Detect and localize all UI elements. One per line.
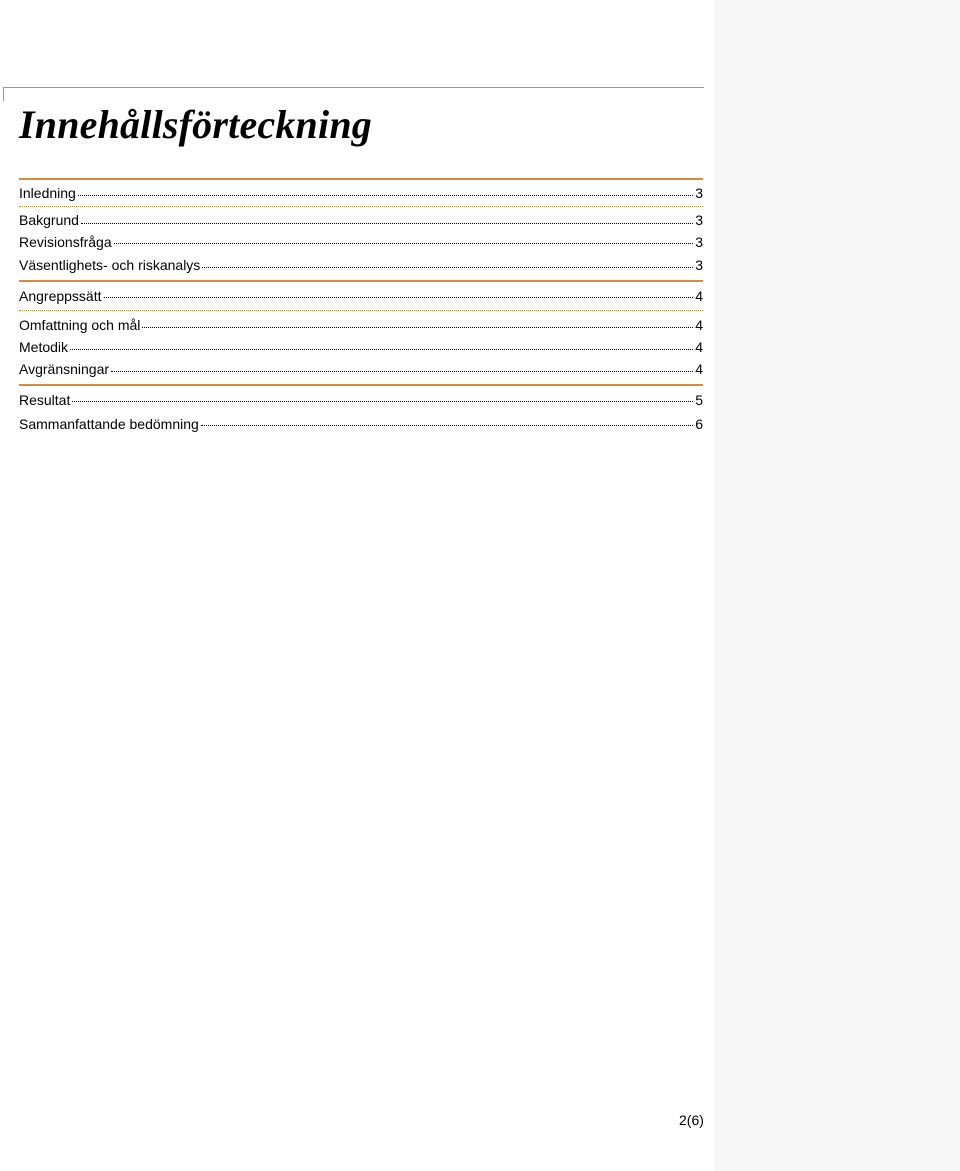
toc-entry-label: Angreppssätt: [19, 288, 102, 304]
toc-entry-page: 4: [695, 317, 703, 333]
toc-entry-page: 6: [695, 416, 703, 432]
toc-leader-dots: [70, 335, 693, 350]
toc-leader-dots: [104, 283, 694, 298]
toc-leader-dots: [78, 181, 693, 196]
toc-entry-metodik[interactable]: [19, 336, 703, 358]
toc-entry-page: 3: [695, 257, 703, 273]
toc-entry-omfattning[interactable]: [19, 314, 703, 336]
toc-entry-label: Avgränsningar: [19, 361, 110, 377]
toc-entry-page: 4: [695, 361, 703, 377]
toc-entry-resultat[interactable]: [19, 388, 703, 412]
toc-entry-label: Omfattning och mål: [19, 317, 141, 333]
toc-leader-dots: [81, 209, 693, 224]
toc-leader-dots: [72, 387, 693, 402]
toc-entry-sammanfattande[interactable]: [19, 412, 703, 436]
toc-entry-label: Inledning: [19, 185, 76, 201]
toc-leader-dots: [201, 411, 693, 426]
page-number: 2(6): [679, 1112, 704, 1128]
toc-entry-avgransningar[interactable]: [19, 358, 703, 380]
toc-entry-label: Sammanfattande bedömning: [19, 416, 199, 432]
toc-separator: [19, 206, 703, 207]
toc-entry-label: Revisionsfråga: [19, 234, 112, 250]
toc-entry-label: Väsentlighets- och riskanalys: [19, 257, 201, 273]
side-margin: [714, 0, 960, 1171]
toc-entry-label: Bakgrund: [19, 212, 79, 228]
toc-entry-label: Resultat: [19, 392, 71, 408]
toc-entry-page: 4: [695, 339, 703, 355]
toc-entry-label: Metodik: [19, 339, 69, 355]
toc-leader-dots: [142, 313, 693, 328]
toc-separator: [19, 280, 703, 282]
toc-leader-dots: [114, 229, 694, 244]
toc-entry-page: 3: [695, 185, 703, 201]
toc-entry-page: 4: [695, 288, 703, 304]
toc-leader-dots: [111, 357, 693, 372]
toc-separator: [19, 310, 703, 311]
toc-entry-inledning[interactable]: [19, 182, 703, 204]
table-of-contents: [19, 178, 703, 436]
toc-entry-bakgrund[interactable]: [19, 210, 703, 230]
toc-separator: [19, 178, 703, 180]
toc-entry-page: 3: [695, 234, 703, 250]
toc-heading: Innehållsförteckning: [19, 102, 372, 147]
toc-leader-dots: [202, 253, 693, 268]
header-rule: [3, 87, 704, 88]
toc-entry-vasentlighets[interactable]: [19, 254, 703, 276]
header-rule-corner: [3, 87, 4, 101]
toc-entry-page: 3: [695, 212, 703, 228]
toc-entry-page: 5: [695, 392, 703, 408]
toc-entry-angreppssatt[interactable]: [19, 284, 703, 308]
toc-separator: [19, 384, 703, 386]
toc-entry-revisionsfraga[interactable]: [19, 230, 703, 254]
